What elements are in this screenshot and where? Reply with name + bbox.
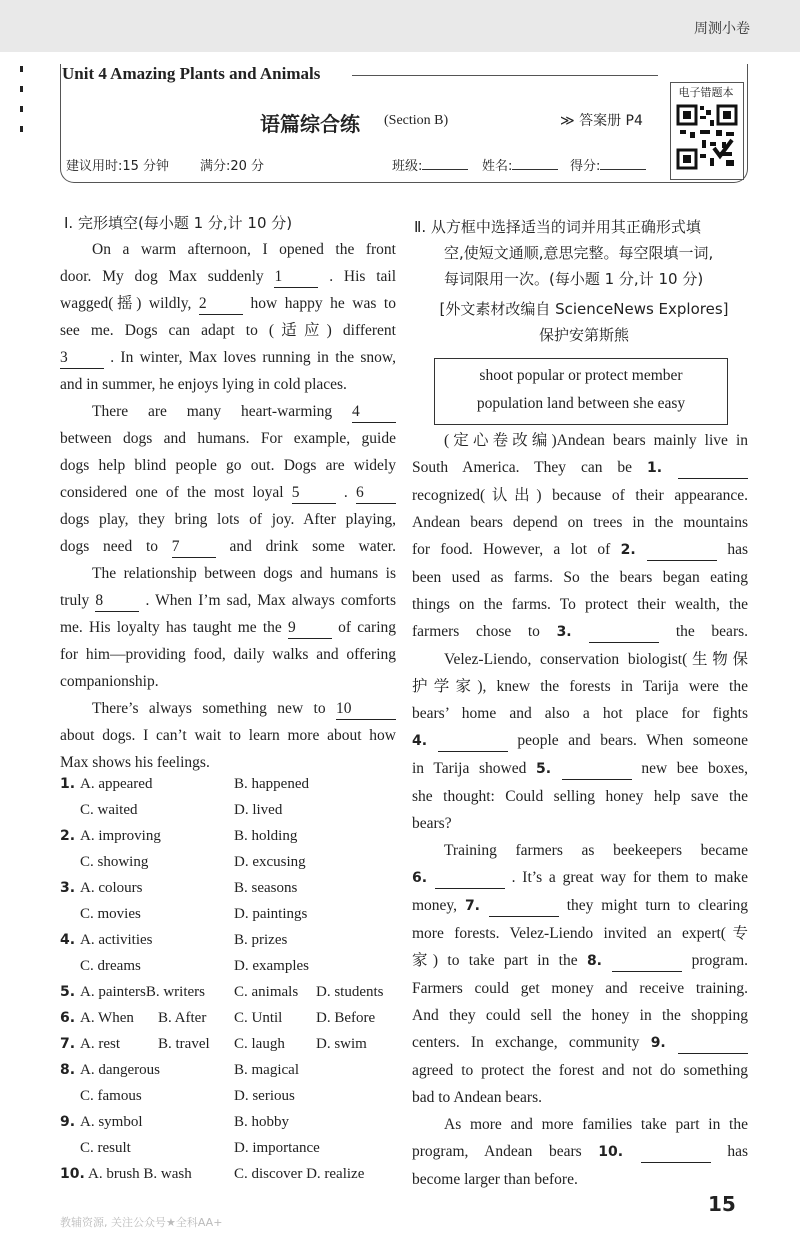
passage-text: truly (60, 592, 96, 609)
passage-line (412, 892, 748, 920)
passage-line (60, 371, 396, 398)
passage-text: she thought: Could selling honey help save the (412, 788, 748, 805)
passage-line (60, 587, 396, 614)
ebook-label: 电子错题本 (678, 86, 734, 99)
passage-line (412, 618, 748, 646)
passage-text: for food. However, a lot of (412, 541, 621, 558)
blank-10[interactable]: 10 (336, 699, 396, 720)
answer-blank[interactable] (641, 1142, 711, 1163)
qr-code-icon[interactable] (676, 102, 738, 172)
class-blank[interactable] (422, 157, 468, 170)
passage-text: 护学家), knew the forests in Tarija were the (412, 678, 748, 695)
passage-text: has (717, 541, 748, 558)
passage-text: . (335, 484, 356, 501)
option[interactable]: B. seasons (234, 880, 298, 896)
passage-text: . In winter, Max loves running in the snow, (104, 349, 396, 366)
blank-6[interactable]: 6 (356, 483, 396, 504)
passage-line (412, 975, 748, 1002)
name-blank[interactable] (512, 157, 558, 170)
blank-1[interactable]: 1 (274, 267, 318, 288)
passage-text: money, (412, 897, 465, 914)
option[interactable]: A. colours (80, 880, 143, 896)
part2-title-line3: 每词限用一次。(每小题 1 分,计 10 分) (444, 270, 704, 288)
passage-text: (定心卷改编)Andean bears mainly live in (444, 432, 748, 449)
blank-number: 9. (650, 1035, 678, 1051)
passage-line (412, 454, 748, 482)
passage-text: . It’s a great way for them to make (504, 869, 748, 886)
blank-number: 8. (586, 953, 613, 969)
option[interactable]: D. swim (316, 1036, 367, 1052)
passage-text: for him—providing food, daily walks and offering (60, 646, 396, 663)
series-label: 周测小卷 (694, 21, 750, 37)
section-subtitle: (Section B) (384, 113, 449, 128)
option[interactable]: C. result (80, 1140, 131, 1156)
option[interactable]: D. lived (234, 802, 283, 818)
blank-number: 7. (464, 898, 489, 914)
passage-line (412, 1084, 748, 1111)
page-number: 15 (708, 1192, 736, 1216)
option[interactable]: A. dangerous (80, 1062, 160, 1078)
question-number: 3. (60, 880, 76, 896)
part2-title (414, 214, 754, 292)
option[interactable]: C. discover D. realize (234, 1166, 365, 1182)
blank-number: 10. (598, 1144, 641, 1160)
margin-marks (18, 60, 26, 146)
passage-text: dogs play, they bring lots of joy. After playing, (60, 511, 396, 528)
option[interactable]: A. rest (80, 1036, 120, 1052)
passage-line (412, 427, 748, 454)
passage-text: how happy he was to (242, 295, 396, 312)
passage-line (412, 1002, 748, 1029)
blank-7[interactable]: 7 (172, 537, 216, 558)
option[interactable]: D. paintings (234, 906, 308, 922)
blank-8[interactable]: 8 (95, 591, 139, 612)
passage-text: become larger than before. (412, 1171, 578, 1188)
passage-text: door. My dog Max suddenly (60, 268, 275, 285)
section-title: 语篇综合练 (260, 112, 360, 136)
option[interactable]: A. activities (80, 932, 153, 948)
footer-watermark: 教辅资源, 关注公众号★全科AA+ (60, 1216, 223, 1229)
passage-line (412, 810, 748, 837)
blank-5[interactable]: 5 (292, 483, 336, 504)
passage-text: me. His loyalty has taught me the (60, 619, 288, 636)
passage-line (412, 673, 748, 700)
passage-line (412, 783, 748, 810)
option[interactable]: C. dreams (80, 958, 141, 974)
answer-blank[interactable] (678, 458, 748, 479)
passage-text: And they could sell the honey in the shopping (412, 1007, 748, 1024)
passage-text: has (710, 1143, 748, 1160)
passage-text: Max shows his feelings. (60, 754, 210, 771)
option[interactable]: A. symbol (80, 1114, 143, 1130)
passage-line (60, 749, 396, 776)
question-number: 6. (60, 1010, 76, 1026)
passage-line (60, 317, 396, 344)
passage-line (412, 755, 748, 783)
passage-line (412, 1166, 748, 1193)
passage-text: Farmers could get money and receive training. (412, 980, 748, 997)
option[interactable]: D. examples (234, 958, 309, 974)
question-number: 7. (60, 1036, 76, 1052)
full-score: 满分:20 分 (200, 159, 265, 174)
question-number: 2. (60, 828, 76, 844)
part1-title: Ⅰ. 完形填空(每小题 1 分,计 10 分) (64, 214, 293, 232)
passage-text: dogs help blind people go out. Dogs are widely (60, 457, 396, 474)
blank-number: 1. (647, 460, 679, 476)
passage-text: There’s always something new to (92, 700, 336, 717)
option[interactable]: B. happened (234, 776, 309, 792)
passage-text: Training farmers as beekeepers became (444, 842, 748, 859)
answer-blank[interactable] (612, 951, 682, 972)
passage-line (60, 236, 396, 263)
part2-title-line1: Ⅱ. 从方框中选择适当的词并用其正确形式填 (414, 218, 701, 236)
option[interactable]: B. travel (158, 1036, 210, 1052)
passage-line (60, 533, 396, 560)
passage-text: considered one of the most loyal (60, 484, 292, 501)
passage-line (412, 947, 748, 975)
answer-blank[interactable] (562, 759, 632, 780)
passage-line (60, 695, 396, 722)
option[interactable]: C. Until (234, 1010, 283, 1026)
passage-line (412, 536, 748, 564)
passage-text: bad to Andean bears. (412, 1089, 542, 1106)
passage-text: of caring (331, 619, 396, 636)
passage-text: between dogs and humans. For example, guide (60, 430, 396, 447)
blank-number: 2. (620, 542, 647, 558)
answer-blank[interactable] (438, 731, 508, 752)
passage-text: people and bears. When someone (507, 732, 748, 749)
passage-line (412, 564, 748, 591)
blank-number: 3. (556, 624, 590, 640)
passage-line (60, 668, 396, 695)
answer-blank[interactable] (489, 896, 559, 917)
option[interactable]: C. laugh (234, 1036, 285, 1052)
name-field[interactable] (482, 155, 558, 174)
passage-text: and in summer, he enjoys lying in cold places. (60, 376, 347, 393)
passage-line (412, 1138, 748, 1166)
unit-title-rule (352, 75, 658, 76)
option[interactable]: A. When (80, 1010, 134, 1026)
question-number: 1. (60, 776, 76, 792)
unit-title: Unit 4 Amazing Plants and Animals (62, 64, 321, 83)
time-suggestion: 建议用时:15 分钟 (66, 159, 170, 174)
option[interactable]: D. students (316, 984, 384, 1000)
option[interactable]: A. appeared (80, 776, 153, 792)
option[interactable]: D. excusing (234, 854, 306, 870)
passage-line (60, 641, 396, 668)
name-label: 姓名: (482, 159, 513, 174)
score-blank[interactable] (600, 157, 646, 170)
passage-text: . When I’m sad, Max always comforts (139, 592, 396, 609)
passage-text: companionship. (60, 673, 159, 690)
passage-text: The relationship between dogs and humans is (92, 565, 396, 582)
part1-passage (60, 236, 396, 776)
blank-4[interactable]: 4 (352, 402, 396, 423)
top-banner (0, 0, 800, 52)
answer-reference: ≫ 答案册 P4 (560, 113, 643, 129)
passage-text: and drink some water. (215, 538, 396, 555)
answer-blank[interactable] (435, 868, 505, 889)
passage-text: wagged(摇) wildly, (60, 295, 199, 312)
passage-line (60, 479, 396, 506)
option[interactable]: A. paintersB. writers (80, 984, 205, 1000)
passage-text: On a warm afternoon, I opened the front (92, 241, 396, 258)
option[interactable]: C. showing (80, 854, 149, 870)
question-number: 10. (60, 1166, 85, 1182)
passage-text: agreed to protect the forest and not do something (412, 1062, 748, 1079)
passage-line (60, 506, 396, 533)
passage-line (412, 920, 748, 947)
passage-text: 家) to take part in the (412, 952, 587, 969)
passage-text: bears’ home and also a hot place for fights (412, 705, 748, 722)
option[interactable]: B. holding (234, 828, 298, 844)
option[interactable]: C. famous (80, 1088, 142, 1104)
passage-line (60, 722, 396, 749)
passage-text: There are many heart-warming (92, 403, 352, 420)
option[interactable]: A. brush B. wash (88, 1166, 192, 1182)
passage-line (60, 263, 396, 290)
blank-3[interactable]: 3 (60, 348, 104, 369)
passage-line (60, 425, 396, 452)
passage-text: about dogs. I can’t wait to learn more about how (60, 727, 396, 744)
passage-text: been used as farms. So the bears began eating (412, 569, 748, 586)
passage-line (60, 344, 396, 371)
blank-9[interactable]: 9 (288, 618, 332, 639)
answer-blank[interactable] (678, 1033, 748, 1054)
answer-blank[interactable] (589, 622, 659, 643)
source-note: [外文素材改编自 ScienceNews Explores] (439, 300, 729, 318)
passage-text: in Tarija showed (412, 760, 536, 777)
passage-line (412, 837, 748, 864)
passage-text: bears? (412, 815, 452, 832)
word-bank-line1: shoot popular or protect member (479, 367, 683, 384)
class-label: 班级: (392, 159, 423, 174)
question-number: 5. (60, 984, 76, 1000)
passage-line (412, 1029, 748, 1057)
option[interactable]: B. After (158, 1010, 207, 1026)
passage-text: they might turn to clearing (558, 897, 749, 914)
passage-line (412, 591, 748, 618)
passage-text: the bears. (659, 623, 749, 640)
passage-line (60, 614, 396, 641)
passage-text: see me. Dogs can adapt to (适应) different (60, 322, 396, 339)
option[interactable]: C. animals (234, 984, 299, 1000)
option[interactable]: B. magical (234, 1062, 299, 1078)
part1-options (60, 776, 400, 1196)
passage-line (60, 290, 396, 317)
passage-text: program. (682, 952, 749, 969)
option[interactable]: B. prizes (234, 932, 288, 948)
part2-title-line2: 空,使短文通顺,意思完整。每空限填一词, (444, 244, 714, 262)
score-label: 得分: (570, 159, 601, 174)
passage-text: farmers chose to (412, 623, 557, 640)
passage-text: program, Andean bears (412, 1143, 599, 1160)
answer-blank[interactable] (647, 540, 717, 561)
score-field[interactable] (570, 155, 646, 174)
passage-line (412, 864, 748, 892)
passage-text: things on the farms. To protect their wealth, the (412, 596, 748, 613)
question-number: 8. (60, 1062, 76, 1078)
blank-number: 4. (412, 733, 438, 749)
passage-text: Velez-Liendo, conservation biologist(生物保 (444, 651, 748, 668)
option[interactable]: C. waited (80, 802, 138, 818)
question-number: 4. (60, 932, 76, 948)
passage-line (412, 727, 748, 755)
blank-2[interactable]: 2 (199, 294, 243, 315)
part2-passage (412, 427, 748, 1193)
passage-subtitle: 保护安第斯熊 (538, 326, 629, 344)
passage-line (60, 398, 396, 425)
option[interactable]: A. improving (80, 828, 161, 844)
passage-text: Andean bears depend on trees in the mountains (412, 514, 748, 531)
passage-line (412, 700, 748, 727)
blank-number: 6. (412, 870, 435, 886)
option[interactable]: D. importance (234, 1140, 320, 1156)
passage-line (412, 509, 748, 536)
option[interactable]: C. movies (80, 906, 141, 922)
word-bank (434, 358, 728, 425)
passage-text: dogs need to (60, 538, 172, 555)
passage-text: new bee boxes, (631, 760, 748, 777)
passage-text: centers. In exchange, community (412, 1034, 651, 1051)
blank-number: 5. (535, 761, 562, 777)
passage-line (412, 482, 748, 509)
question-number: 9. (60, 1114, 76, 1130)
passage-line (60, 452, 396, 479)
passage-line (412, 1057, 748, 1084)
option[interactable]: D. Before (316, 1010, 376, 1026)
passage-line (412, 646, 748, 673)
passage-text: As more and more families take part in the (444, 1116, 748, 1133)
passage-text: . His tail (318, 268, 396, 285)
option[interactable]: D. serious (234, 1088, 295, 1104)
passage-line (412, 1111, 748, 1138)
word-bank-line2: population land between she easy (476, 395, 686, 412)
passage-text: South America. They can be (412, 459, 647, 476)
passage-text: recognized(认出) because of their appearance. (412, 487, 748, 504)
passage-line (60, 560, 396, 587)
passage-text: more forests. Velez-Liendo invited an expert(专 (412, 925, 748, 942)
class-field[interactable] (392, 155, 468, 174)
option[interactable]: B. hobby (234, 1114, 290, 1130)
